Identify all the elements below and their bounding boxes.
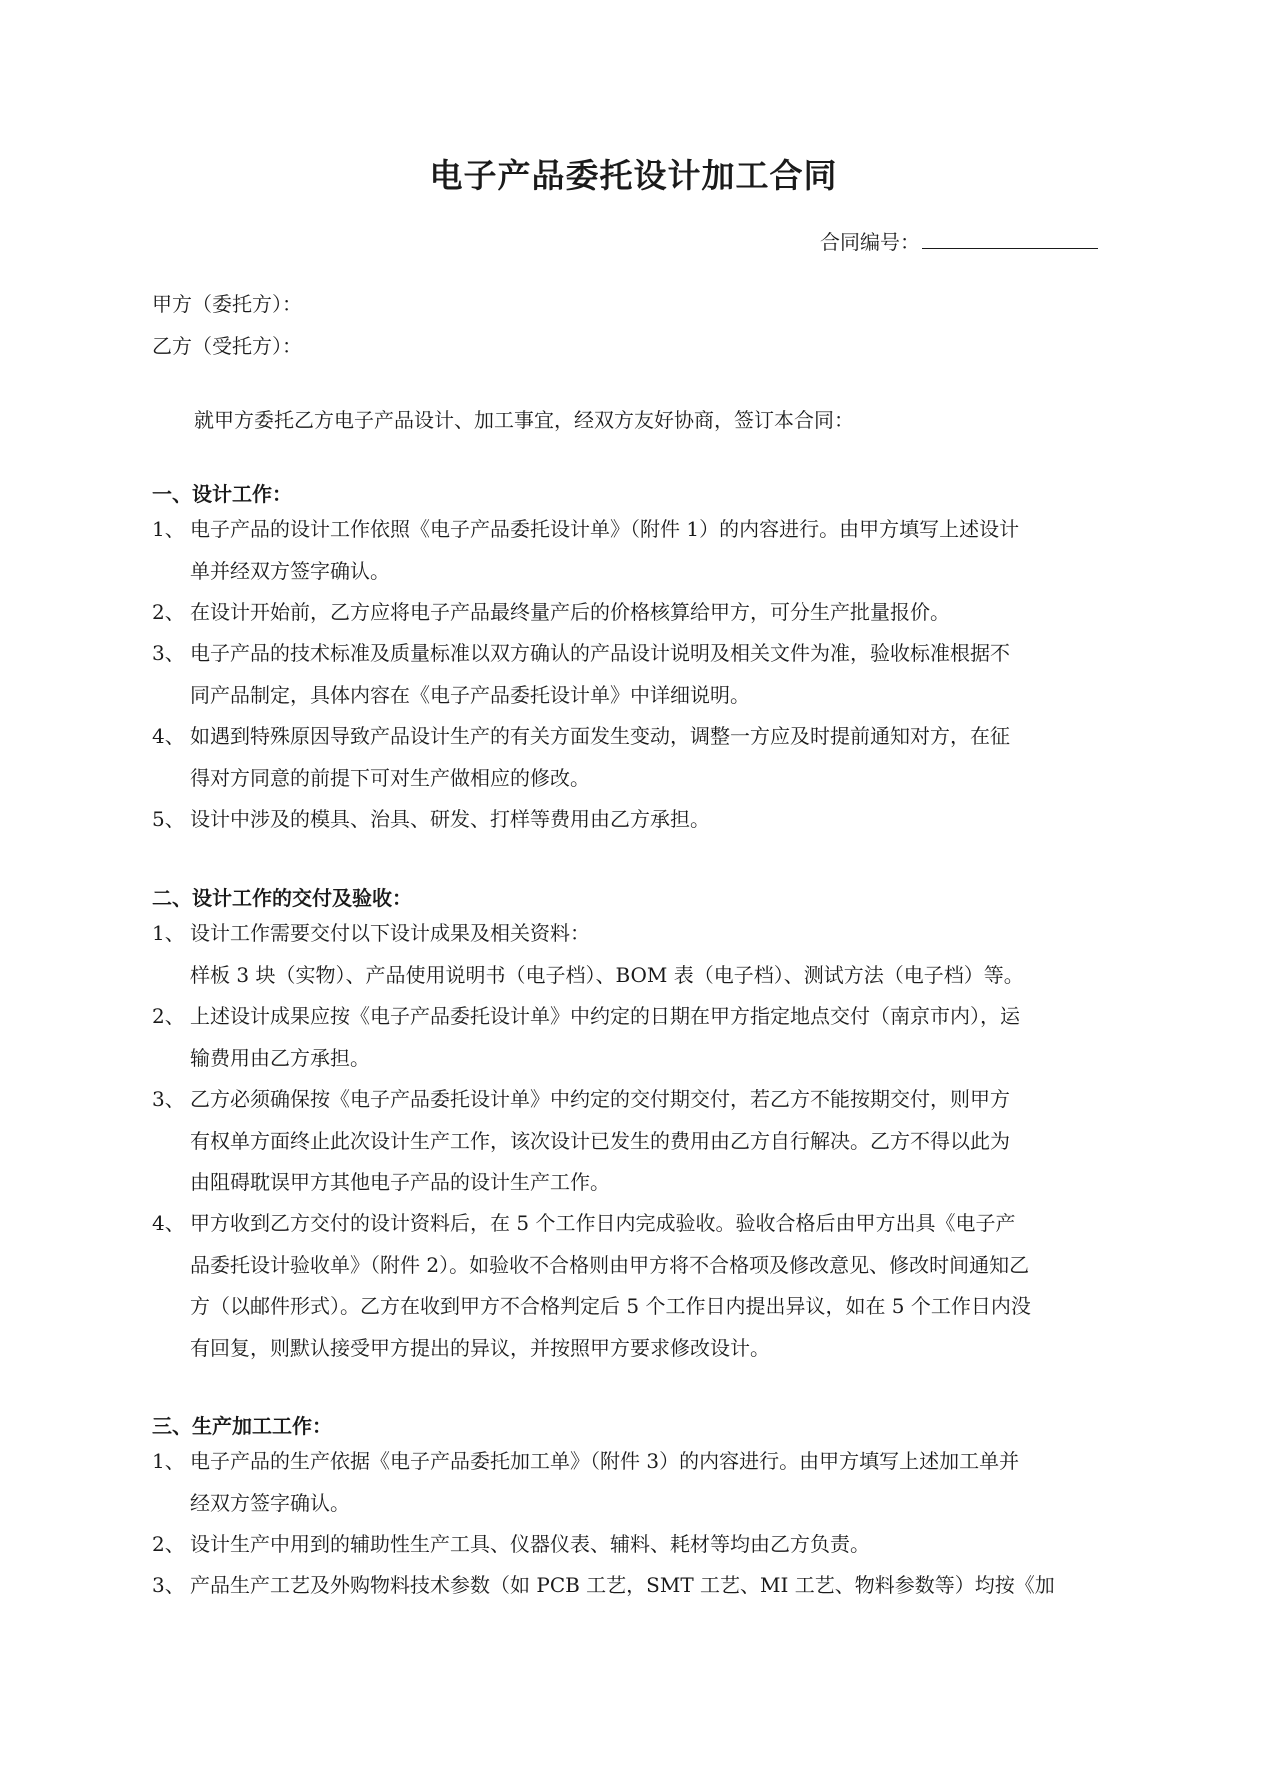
- clause-line: 同产品制定，具体内容在《电子产品委托设计单》中详细说明。: [190, 682, 750, 707]
- clause-number: 3、: [152, 1573, 185, 1597]
- clause-line: 电子产品的设计工作依照《电子产品委托设计单》（附件 1）的内容进行。由甲方填写上述设计: [190, 517, 1020, 541]
- intro-paragraph: 就甲方委托乙方电子产品设计、加工事宜，经双方友好协商，签订本合同：: [194, 408, 854, 432]
- section-heading: 一、设计工作：: [152, 482, 292, 506]
- clause-number: 5、: [152, 807, 185, 831]
- clause-item: [152, 1565, 1112, 1607]
- clause-number: 1、: [152, 517, 185, 541]
- clause-number: 3、: [152, 641, 185, 665]
- clause-line: 电子产品的生产依据《电子产品委托加工单》（附件 3）的内容进行。由甲方填写上述加工单并: [190, 1449, 1020, 1473]
- clause-line: 方（以邮件形式）。乙方在收到甲方不合格判定后 5 个工作日内提出异议，如在 5 个工作日内没: [190, 1294, 1031, 1318]
- document-title: 电子产品委托设计加工合同: [429, 156, 838, 195]
- clause-line: 乙方必须确保按《电子产品委托设计单》中约定的交付期交付，若乙方不能按期交付，则甲方: [190, 1087, 1010, 1111]
- clause-item: [152, 1441, 1112, 1524]
- clause-number: 2、: [152, 1004, 185, 1028]
- clause-line: 如遇到特殊原因导致产品设计生产的有关方面发生变动，调整一方应及时提前通知对方，在征: [190, 724, 1010, 748]
- clause-item: [152, 509, 1112, 592]
- clause-line: 有回复，则默认接受甲方提出的异议，并按照甲方要求修改设计。: [190, 1335, 770, 1360]
- clause-number: 2、: [152, 600, 185, 624]
- clause-item: [152, 799, 1112, 841]
- clause-line: 设计工作需要交付以下设计成果及相关资料：: [190, 921, 590, 945]
- clause-item: [152, 1524, 1112, 1566]
- clause-number: 4、: [152, 1211, 185, 1235]
- clause-line: 品委托设计验收单》（附件 2）。如验收不合格则由甲方将不合格项及修改意见、修改时间通知乙: [190, 1252, 1030, 1277]
- clause-line: 设计中涉及的模具、治具、研发、打样等费用由乙方承担。: [190, 807, 710, 831]
- clause-line: 产品生产工艺及外购物料技术参数（如 PCB 工艺，SMT 工艺、MI 工艺、物料参数等）均按《加: [190, 1573, 1055, 1597]
- clause-line: 得对方同意的前提下可对生产做相应的修改。: [190, 765, 590, 790]
- clause-number: 1、: [152, 921, 185, 945]
- clause-line: 样板 3 块（实物）、产品使用说明书（电子档）、BOM 表（电子档）、测试方法（电子档）等。: [190, 962, 1024, 987]
- clause-number: 3、: [152, 1087, 185, 1111]
- party-b-label: 乙方（受托方）：: [152, 334, 302, 358]
- contract-number-label: 合同编号：: [820, 230, 920, 254]
- party-a-label: 甲方（委托方）：: [152, 292, 302, 316]
- clause-item: [152, 592, 1112, 634]
- section-heading: 三、生产加工工作：: [152, 1414, 332, 1438]
- clause-line: 输费用由乙方承担。: [190, 1045, 370, 1070]
- contract-number-blank: [922, 228, 1098, 249]
- clause-line: 电子产品的技术标准及质量标准以双方确认的产品设计说明及相关文件为准，验收标准根据不: [190, 641, 1010, 665]
- clause-number: 2、: [152, 1532, 185, 1556]
- clause-item: [152, 633, 1112, 716]
- clause-number: 4、: [152, 724, 185, 748]
- clause-line: 经双方签字确认。: [190, 1490, 350, 1515]
- clause-line: 设计生产中用到的辅助性生产工具、仪器仪表、辅料、耗材等均由乙方负责。: [190, 1532, 870, 1556]
- clause-number: 1、: [152, 1449, 185, 1473]
- clause-item: [152, 996, 1112, 1079]
- clause-line: 上述设计成果应按《电子产品委托设计单》中约定的日期在甲方指定地点交付（南京市内），运: [190, 1004, 1020, 1028]
- clause-item: [152, 913, 1112, 996]
- clause-line: 在设计开始前，乙方应将电子产品最终量产后的价格核算给甲方，可分生产批量报价。: [190, 600, 950, 624]
- clause-line: 甲方收到乙方交付的设计资料后，在 5 个工作日内完成验收。验收合格后由甲方出具《电子产: [190, 1211, 1016, 1235]
- section-heading: 二、设计工作的交付及验收：: [152, 886, 412, 910]
- clause-line: 由阻碍耽误甲方其他电子产品的设计生产工作。: [190, 1170, 610, 1194]
- clause-line: 有权单方面终止此次设计生产工作，该次设计已发生的费用由乙方自行解决。乙方不得以此为: [190, 1128, 1010, 1153]
- clause-item: [152, 1079, 1112, 1204]
- clause-line: 单并经双方签字确认。: [190, 558, 390, 583]
- clause-item: [152, 1203, 1112, 1369]
- contract-number-field: [820, 226, 1098, 255]
- clause-item: [152, 716, 1112, 799]
